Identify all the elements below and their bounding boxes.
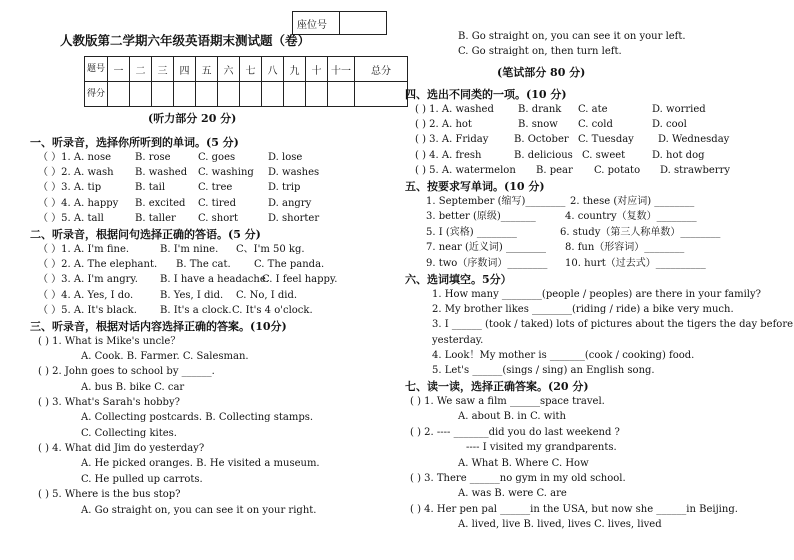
opt-d: D. strawberry xyxy=(660,165,730,176)
option-line: A. Collecting postcards. B. Collecting stamps. xyxy=(81,412,314,423)
opt-c: C. sweet xyxy=(582,150,626,161)
score-col: 十 xyxy=(306,57,328,82)
opt-c: C. potato xyxy=(594,165,641,176)
opt-b: B. drank xyxy=(518,104,562,115)
option-line: C. Go straight on, then turn left. xyxy=(458,46,622,57)
opt-c: C. Tuesday xyxy=(578,134,634,145)
opt-d: D. Wednesday xyxy=(658,134,730,145)
written-header: (笔试部分 80 分) xyxy=(497,66,586,79)
opt-c: C、I'm 50 kg. xyxy=(236,244,305,255)
opt-c: C. I feel happy. xyxy=(262,274,338,285)
opt-c: C. cold xyxy=(578,119,613,130)
opt-d: D. angry xyxy=(268,198,312,209)
opt-b: B. rose xyxy=(135,152,171,163)
q-text: （ ）4. A. Yes, I do. xyxy=(38,290,134,301)
opt-c: C. goes xyxy=(198,152,236,163)
option-line: A. He picked oranges. B. He visited a museum. xyxy=(81,458,320,469)
word-task: 8. fun（形容词）________ xyxy=(565,242,685,253)
opt-c: C. tired xyxy=(198,198,236,209)
question-line: ( ) 1. We saw a film ______space travel. xyxy=(410,396,605,407)
score-cell[interactable] xyxy=(284,82,306,107)
score-cell[interactable] xyxy=(174,82,196,107)
q-text: （ ）2. A. wash xyxy=(38,167,114,178)
score-cell[interactable] xyxy=(262,82,284,107)
opt-b: B. It's a clock. xyxy=(160,305,232,316)
q-text: ( ) 1. A. washed xyxy=(415,104,494,115)
question-line: ( ) 2. John goes to school by ______. xyxy=(38,366,215,377)
q-text: （ ）5. A. It's black. xyxy=(38,305,137,316)
fill-line: 1. How many ________(people / peoples) are there in your family? xyxy=(432,289,761,300)
opt-c: C. short xyxy=(198,213,239,224)
word-task: 3. better (原级)_______ xyxy=(426,211,536,222)
option-line: A. What B. Where C. How xyxy=(458,458,589,469)
opt-b: B. snow xyxy=(518,119,558,130)
question-line: ( ) 1. What is Mike's uncle？ xyxy=(38,336,181,347)
opt-c: C. washing xyxy=(198,167,254,178)
opt-d: D. washes xyxy=(268,167,320,178)
opt-c: C. The panda. xyxy=(254,259,325,270)
opt-d: D. shorter xyxy=(268,213,320,224)
opt-b: B. The cat. xyxy=(176,259,231,270)
opt-b: B. October xyxy=(514,134,569,145)
word-task: 1. September (缩写)________ xyxy=(426,196,566,207)
score-col: 九 xyxy=(284,57,306,82)
score-col: 八 xyxy=(262,57,284,82)
option-line: C. He pulled up carrots. xyxy=(81,474,203,485)
q-text: （ ）1. A. I'm fine. xyxy=(38,244,130,255)
score-col: 七 xyxy=(240,57,262,82)
opt-b: B. washed xyxy=(135,167,188,178)
score-col: 一 xyxy=(108,57,130,82)
word-task: 6. study（第三人称单数）________ xyxy=(560,227,721,238)
opt-b: B. taller xyxy=(135,213,176,224)
option-line: A. Cook. B. Farmer. C. Salesman. xyxy=(81,351,249,362)
sec1-title: 一、听录音，选择你所听到的单词。(5 分) xyxy=(30,136,239,149)
q-text: （ ）1. A. nose xyxy=(38,152,111,163)
score-cell[interactable] xyxy=(328,82,355,107)
score-col: 十一 xyxy=(328,57,355,82)
word-task: 9. two（序数词）________ xyxy=(426,258,548,269)
word-task: 5. I (宾格) ________ xyxy=(426,227,517,238)
opt-d: D. cool xyxy=(652,119,687,130)
score-col: 六 xyxy=(218,57,240,82)
option-line: A. lived, live B. lived, lives C. lives, lived xyxy=(458,519,662,530)
fill-line: 3. I ______ (took / taked) lots of pictures about the tigers the day before xyxy=(432,319,794,330)
sec4-title: 四、选出不同类的一项。(10 分) xyxy=(405,88,567,101)
question-line: ( ) 4. What did Jim do yesterday? xyxy=(38,443,205,454)
q-text: （ ）5. A. tall xyxy=(38,213,104,224)
option-line: C. Collecting kites. xyxy=(81,428,177,439)
opt-d: D. lose xyxy=(268,152,303,163)
score-cell[interactable] xyxy=(355,82,408,107)
seat-input[interactable] xyxy=(340,12,387,35)
word-task: 4. country（复数）________ xyxy=(565,211,697,222)
q-text: （ ）4. A. happy xyxy=(38,198,119,209)
fill-line: 4. Look！My mother is _______(cook / cooking) food. xyxy=(432,350,695,361)
word-task: 2. these (对应词) ________ xyxy=(570,196,695,207)
question-line: ( ) 3. What's Sarah's hobby? xyxy=(38,397,180,408)
opt-c: C. It's 4 o'clock. xyxy=(232,305,313,316)
score-cell[interactable] xyxy=(218,82,240,107)
sec2-title: 二、听录音，根据问句选择正确的答语。(5 分) xyxy=(30,228,261,241)
sec6-title: 六、选词填空。5分） xyxy=(405,273,512,286)
opt-b: B. I'm nine. xyxy=(160,244,219,255)
opt-b: B. pear xyxy=(536,165,573,176)
sec7-title: 七、读一读，选择正确答案。(20 分) xyxy=(405,380,589,393)
score-col: 四 xyxy=(174,57,196,82)
option-line: B. Go straight on, you can see it on your left. xyxy=(458,31,686,42)
opt-d: D. trip xyxy=(268,182,301,193)
q-text: ( ) 5. A. watermelon xyxy=(415,165,516,176)
opt-b: B. I have a headache. xyxy=(160,274,269,285)
question-line: ( ) 2. ---- _______did you do last weekend ? xyxy=(410,427,620,438)
score-row-label: 得分 xyxy=(85,82,108,107)
opt-c: C. ate xyxy=(578,104,608,115)
score-cell[interactable] xyxy=(152,82,174,107)
q-text: （ ）3. A. I'm angry. xyxy=(38,274,138,285)
fill-line: yesterday. xyxy=(432,335,484,346)
score-col: 五 xyxy=(196,57,218,82)
score-col: 总分 xyxy=(355,57,408,82)
score-cell[interactable] xyxy=(130,82,152,107)
opt-b: B. Yes, I did. xyxy=(160,290,224,301)
opt-d: D. hot dog xyxy=(652,150,705,161)
fill-line: 2. My brother likes ________(riding / ride) a bike very much. xyxy=(432,304,734,315)
q-text: ( ) 2. A. hot xyxy=(415,119,472,130)
score-cell[interactable] xyxy=(108,82,130,107)
option-line: A. Go straight on, you can see it on your right. xyxy=(81,505,317,516)
word-task: 7. near (近义词) ________ xyxy=(426,242,546,253)
question-line: ( ) 4. Her pen pal ______in the USA, but now she ______in Beijing. xyxy=(410,504,738,515)
fill-line: 5. Let's ______(sings / sing) an English song. xyxy=(432,365,655,376)
score-table xyxy=(84,56,408,107)
score-col: 二 xyxy=(130,57,152,82)
score-row-label: 题号 xyxy=(85,57,108,82)
seat-label: 座位号 xyxy=(293,12,340,35)
q-text: （ ）2. A. The elephant. xyxy=(38,259,158,270)
score-cell[interactable] xyxy=(306,82,328,107)
score-cell[interactable] xyxy=(240,82,262,107)
question-line: ( ) 5. Where is the bus stop? xyxy=(38,489,181,500)
opt-b: B. tail xyxy=(135,182,166,193)
q-text: ( ) 4. A. fresh xyxy=(415,150,482,161)
score-cell[interactable] xyxy=(196,82,218,107)
sec3-title: 三、听录音，根据对话内容选择正确的答案。(10分) xyxy=(30,320,287,333)
word-task: 10. hurt（过去式）__________ xyxy=(565,258,706,269)
sec5-title: 五、按要求写单词。(10 分) xyxy=(405,180,545,193)
question-line: ( ) 3. There ______no gym in my old school. xyxy=(410,473,626,484)
opt-b: B. excited xyxy=(135,198,186,209)
opt-d: D. worried xyxy=(652,104,706,115)
q-text: ( ) 3. A. Friday xyxy=(415,134,489,145)
opt-c: C. tree xyxy=(198,182,233,193)
listening-header: (听力部分 20 分) xyxy=(148,112,237,125)
option-line: A. was B. were C. are xyxy=(458,488,567,499)
option-line: A. bus B. bike C. car xyxy=(81,382,185,393)
score-col: 三 xyxy=(152,57,174,82)
option-line: ---- I visited my grandparents. xyxy=(466,442,617,453)
opt-b: B. delicious xyxy=(514,150,573,161)
page-title: 人教版第二学期六年级英语期末测试题（卷） xyxy=(60,33,311,48)
option-line: A. about B. in C. with xyxy=(458,411,566,422)
q-text: （ ）3. A. tip xyxy=(38,182,102,193)
opt-c: C. No, I did. xyxy=(236,290,298,301)
